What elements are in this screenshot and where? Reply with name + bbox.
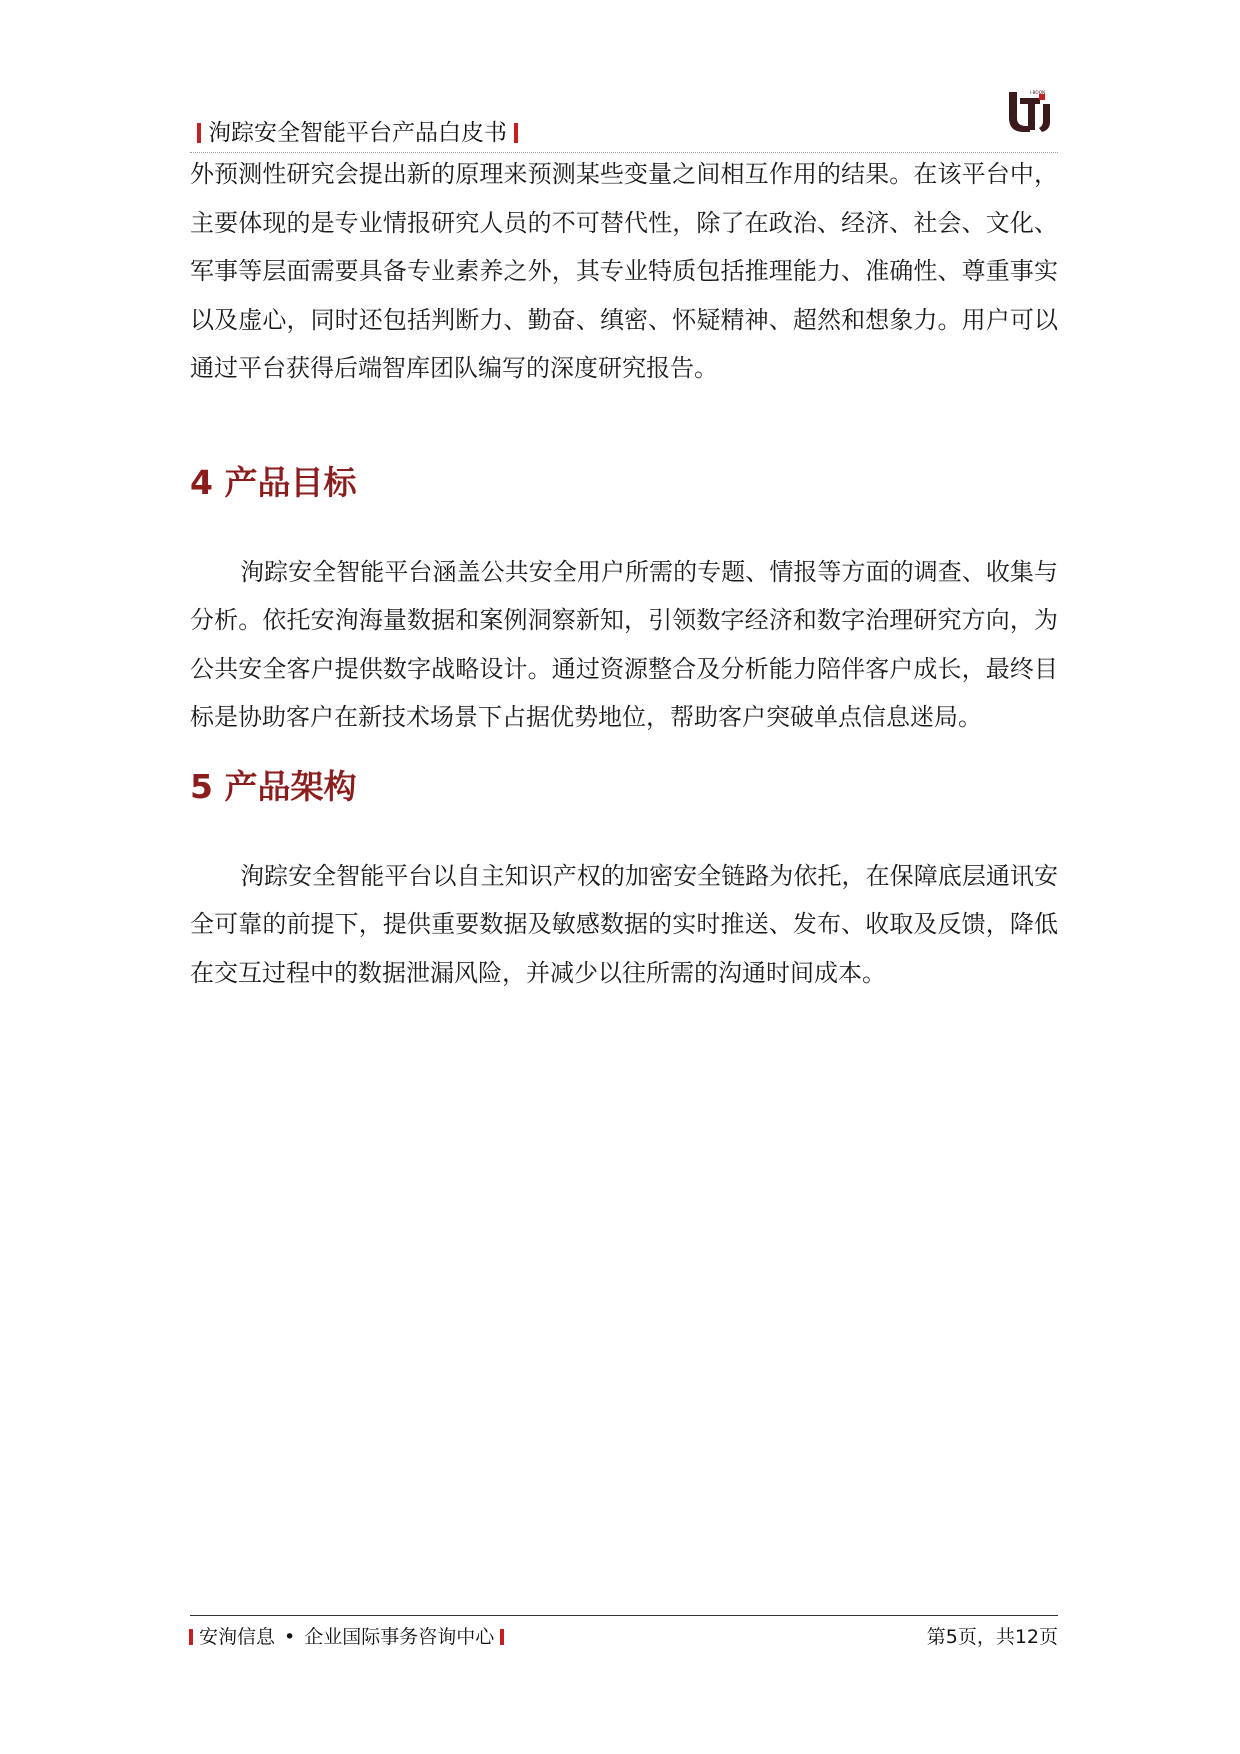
footer-bar-right [500,1629,504,1645]
footer-separator: • [284,1626,296,1648]
footer-org-left: 安洵信息 [199,1626,276,1648]
logo-text: I-BOON [1030,90,1046,95]
footer-organization [183,1622,510,1652]
section-paragraph-product-goal: 洵踪安全智能平台涵盖公共安全用户所需的专题、情报等方面的调查、收集与分析。依托安洵海量数据和案例洞察新知，引领数字经济和数字治理研究方向，为公共安全客户提供数字战略设计。通过资源整合及分析能力陪伴客户成长，最终目标是协助客户在新技术场景下占据优势地位，帮助客户突破单点信息迷局。 [190,557,1058,731]
footer-bar-left [189,1629,193,1645]
page-header [190,116,1058,153]
header-bar-right [514,123,518,143]
page-number: 第5页，共12页 [926,1626,1058,1648]
header-title [190,116,525,150]
section-paragraph-product-architecture: 洵踪安全智能平台以自主知识产权的加密安全链路为依托，在保障底层通讯安全可靠的前提下，提供重要数据及敏感数据的实时推送、发布、收取及反馈，降低在交互过程中的数据泄漏风险，并减少以往所需的沟通时间成本。 [190,861,1058,987]
company-logo-icon [1006,88,1056,134]
header-bar-left [197,123,201,143]
page-footer [190,1615,1058,1654]
page-content [190,150,1058,997]
intro-paragraph: 外预测性研究会提出新的原理来预测某些变量之间相互作用的结果。在该平台中，主要体现的是专业情报研究人员的不可替代性，除了在政治、经济、社会、文化、军事等层面需要具备专业素养之外，其专业特质包括推理能力、准确性、尊重事实以及虚心，同时还包括判断力、勤奋、缜密、怀疑精神、超然和想象力。用户可以通过平台获得后端智库团队编写的深度研究报告。 [190,160,1058,382]
section-heading-product-goal: 4 产品目标 [190,462,357,502]
footer-org-right: 企业国际事务咨询中心 [304,1626,495,1648]
document-title: 洵踪安全智能平台产品白皮书 [208,120,507,146]
section-heading-product-architecture: 5 产品架构 [190,766,357,806]
